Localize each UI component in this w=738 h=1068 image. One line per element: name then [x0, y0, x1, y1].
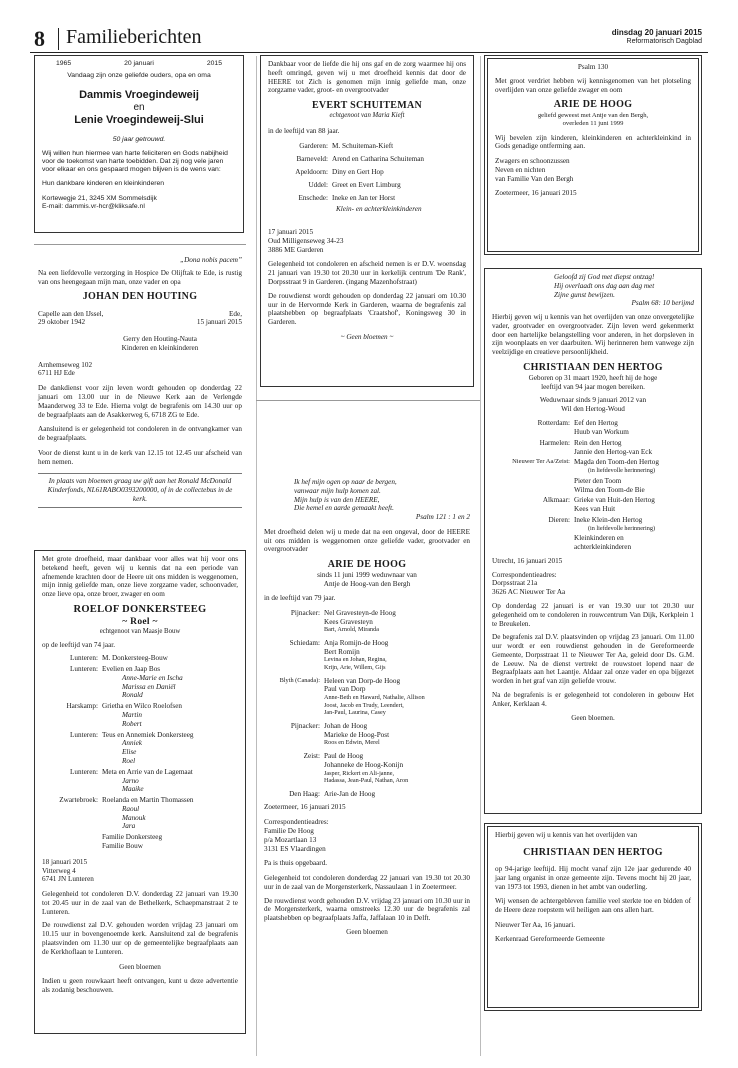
age: in de leeftijd van 79 jaar. — [264, 594, 336, 602]
condolence-info: Gelegenheid tot condoleren en afscheid nemen is er D.V. woensdag 21 januari van 19.30 tot 20.30 uur in kerkelijk centrum 'De Rank', Dorpsstraat 9 in Garderen. (ingang Mazenhofstraat) — [268, 260, 466, 286]
memorial-note: (in liefdevolle herinnering) — [588, 467, 656, 475]
header-divider — [58, 28, 59, 50]
intro: Met groot verdriet hebben wij kennisgenomen van het plotseling overlijden van onze geliefde zwager en oom — [495, 76, 691, 94]
obituary-hoog-family — [487, 58, 699, 252]
intro: Hierbij geven wij u kennis van het overlijden van — [495, 831, 638, 839]
deceased-name: ARIE DE HOOG — [327, 559, 407, 571]
grandchild: Martin — [122, 711, 142, 720]
grandchild: Elise — [122, 748, 137, 757]
family-members — [324, 752, 470, 785]
grandchild: Jara — [122, 822, 136, 831]
grandchild: Manouk — [122, 813, 146, 822]
verse-reference: Psalm 121 : 1 en 2 — [415, 513, 470, 522]
column-separator — [480, 56, 481, 1056]
obituary-schuiteman — [260, 55, 474, 387]
family-place — [492, 477, 574, 495]
family-place: Schiedam: — [289, 638, 320, 647]
intro: Met grote droefheid, maar dankbaar voor alles wat hij voor ons betekend heeft, geven wij u kennis dat na een periode van afnemende krachten door de Heere uit ons midden is weggenomen, mijn innig geliefde man, onze lieve zorgzame vader, schoonvader, onze lieve opa, onze broer, zwager en oom — [42, 555, 238, 599]
family-member: Anja Romijn-de Hoog — [324, 638, 389, 647]
family-members — [574, 534, 694, 552]
signature: Kerkenraad Gereformeerde Gemeente — [495, 934, 605, 943]
family-group — [42, 702, 238, 728]
date: Zoetermeer, 16 januari 2015 — [495, 188, 577, 197]
family-member: Eef den Hertog — [574, 419, 618, 428]
intro: Na een liefdevolle verzorging in Hospice De Olijftak te Ede, is rustig van ons heengegaan mijn man, onze vader en opa — [38, 268, 242, 286]
family-members — [102, 768, 238, 794]
age: op de leeftijd van 74 jaar. — [42, 640, 116, 649]
year-to: 2015 — [206, 60, 222, 67]
address-line: Familie De Hoog — [264, 827, 314, 835]
family-group — [42, 768, 238, 794]
flowers-note: Geen bloemen. — [571, 713, 615, 722]
family-member: Kees van Huit — [574, 505, 616, 514]
family-member: Huub van Workum — [574, 428, 629, 437]
birth-date: 29 oktober 1942 — [38, 318, 86, 327]
grandchildren-line: Jasper, Rickert en Ali-janne, — [324, 769, 395, 777]
family-group — [268, 168, 466, 177]
family-member: Arend en Catharina Schuiteman — [332, 155, 425, 164]
family-member: M. Donkersteeg-Bouw — [102, 654, 168, 663]
obituary-donkersteeg — [34, 550, 246, 1034]
anniversary-years: 50 jaar getrouwd. — [112, 135, 166, 143]
widower-note: sinds 11 juni 1999 weduwnaar van — [317, 571, 417, 580]
column-separator — [256, 56, 257, 1056]
family-member: Grietha en Wilco Roelofsen — [102, 702, 183, 711]
age: in de leeftijd van 88 jaar. — [268, 126, 340, 135]
obituary-houting — [34, 254, 246, 541]
family-list — [268, 142, 466, 202]
address-line: Arnhemseweg 102 — [38, 360, 93, 369]
family-group — [42, 731, 238, 766]
family-place: Lunteren: — [70, 730, 98, 739]
family-list — [264, 609, 470, 799]
address-line: Vitterweg 4 — [42, 866, 76, 875]
family-group — [42, 665, 238, 700]
obituary-hertog-church — [487, 826, 699, 1008]
memorial-note: (in liefdevolle herinnering) — [588, 524, 656, 532]
family-list — [492, 419, 694, 552]
family-group — [264, 790, 470, 799]
spouse: echtgenoot van Maria Kieft — [329, 112, 405, 120]
family-group — [268, 142, 466, 151]
family-place: Harskamp: — [66, 702, 98, 711]
date: 17 januari 2015 — [268, 228, 314, 237]
nickname: ~ Roel ~ — [122, 616, 158, 627]
death-date: 15 januari 2015 — [196, 318, 242, 327]
family-place — [42, 833, 102, 851]
service-info: De rouwdienst wordt gehouden op donderdag 22 januari om 10.30 uur in de Hervormde Kerk in Garderen, waarna de begrafenis zal plaatshebben op begraafplaats 'Craatshof', Koningsweg 30 in Garderen. — [268, 291, 466, 327]
grandchildren-line: Roos en Edwin, Merel — [324, 739, 380, 747]
condolence-info: Gelegenheid tot condoleren D.V. donderdag 22 januari van 19.30 tot 20.45 uur in de zaal van de Bethelkerk, Schaepmanstraat 2 te Lunteren. — [42, 890, 238, 916]
family-member: Nel Gravesteyn-de Hoog — [324, 608, 396, 617]
grandchildren-line: Bart, Arnold, Miranda — [324, 626, 379, 634]
family-group — [264, 752, 470, 785]
family-members — [324, 722, 470, 747]
family-member: Kees Gravesteyn — [324, 617, 373, 626]
verse — [264, 478, 470, 513]
family-group — [42, 833, 238, 851]
divider — [34, 244, 246, 245]
address-line: 6741 JN Lunteren — [42, 875, 94, 884]
service-info: De rouwdienst zal D.V. gehouden worden vrijdag 23 januari om 10.15 uur in bovengenoemde kerk. Aansluitend zal de begrafenis plaatsvinden om 11.30 uur op de gemeentelijke begraafplaats aan de Kerkhoflaan te Lunteren. — [42, 921, 238, 956]
condolence-info: Aansluitend is er gelegenheid tot condoleren in de ontvangkamer van de begraafplaats. — [38, 425, 242, 443]
family-place: Lunteren: — [70, 665, 98, 674]
note: Pa is thuis opgebaard. — [264, 859, 328, 868]
flowers-note: ~ Geen bloemen ~ — [340, 332, 394, 341]
gift-note: In plaats van bloemen graag uw gift aan het Ronald McDonald Kinderfonds, NL61RABO0393200000, of in de collectebus in de kerk. — [38, 473, 242, 507]
condolence-info: Gelegenheid tot condoleren donderdag 22 januari van 19.30 tot 20.30 uur in de zaal van de Morgensterkerk, Nassaulaan 1 in Zoetermeer. — [264, 874, 470, 891]
condolence-info: Op donderdag 22 januari is er van 19.30 uur tot 20.30 uur gelegenheid om te condoleren in rouwcentrum Van Dijk, Kerkplein 1 te Breukelen. — [492, 601, 694, 628]
family-member: Roelanda en Martin Thomassen — [102, 796, 194, 805]
anniversary-email: E-mail: dammis.vr-hcr@kliksafe.nl — [42, 203, 145, 211]
grandchildren: Klein- en achterkleinkinderen — [336, 205, 422, 214]
grandchild: Anniek — [122, 739, 142, 748]
grandchild: Roel — [122, 756, 136, 765]
address-line: p/a Mozartlaan 13 — [264, 835, 317, 844]
family-group — [492, 458, 694, 474]
family-member: Ineke en Jan ter Horst — [332, 193, 396, 202]
address-line: Oud Milligenseweg 34-23 — [268, 236, 344, 245]
date: Zoetermeer, 16 januari 2015 — [264, 803, 346, 812]
family-member: Ineke Klein-den Hertog — [574, 515, 643, 524]
correspondence-label: Correspondentieadres: — [264, 818, 329, 827]
family-member: Paul van Dorp — [324, 685, 366, 694]
message: op 94-jarige leeftijd. Hij mocht vanaf zijn 12e jaar gedurende 40 jaar lang organist in onze gemeente zijn. Tevens mocht hij 20 jaar, van 1973 tot 1993, dienen in het ambt van ouderling. — [495, 864, 691, 891]
grandchildren-line: Hadassa, Jean-Paul, Nathan, Aron — [324, 777, 409, 785]
family-member: Evelien en Jaap Bos — [102, 665, 161, 674]
birth-line: Geboren op 31 maart 1920, heeft hij de hoge — [528, 374, 658, 383]
service-info: De begrafenis zal D.V. plaatsvinden op vrijdag 23 januari. Om 11.00 uur wordt er een rouwdienst gehouden in de Gereformeerde Gemeente, Dorpsstraat 11 te Nieuwer Ter Aa, geleid door Ds. G.M. de Leeuw. Na de dienst vertrekt de rouwstoet lopend naar de Begraafplaats aan het Laantje. Aldaar zal onze vader en opa bijgezet worden in het graf van zijn geliefde vrouw. — [492, 633, 694, 686]
deceased-name: CHRISTIAAN DEN HERTOG — [523, 846, 663, 858]
family-member: Bert Romijn — [324, 647, 360, 656]
family-place: Pijnacker: — [290, 608, 320, 617]
family-line: Kinderen en kleinkinderen — [121, 343, 199, 352]
signature-line: van Familie Van den Bergh — [495, 174, 574, 183]
verse-reference: Psalm 68: 10 berijmd — [631, 299, 694, 308]
family-group — [492, 534, 694, 552]
family-member: Kleinkinderen en — [574, 534, 624, 543]
family-place: Rotterdam: — [537, 419, 570, 428]
obituary-hoog — [260, 476, 474, 1044]
family-member: achterkleinkinderen — [574, 543, 632, 552]
section-title: Familieberichten — [66, 26, 202, 48]
verse-line: Zijne gunst bewijzen. — [554, 290, 615, 299]
family-place: Den Haag: — [289, 789, 320, 798]
service-info: De rouwdienst wordt gehouden D.V. vrijdag 23 januari om 10.30 uur in de Morgensterkerk, waarna omstreeks 12.30 uur de begrafenis zal plaatshebben op begraafplaats Jaffa, Jaffalaan 10 in Delft. — [264, 896, 470, 923]
family-members — [102, 796, 238, 831]
family-member: Paul de Hoog — [324, 751, 364, 760]
family-group — [268, 181, 466, 190]
couple-en: en — [133, 101, 145, 113]
death-place: Ede, — [229, 309, 242, 318]
family-place: Zeist: — [303, 751, 320, 760]
deceased-name: JOHAN DEN HOUTING — [82, 291, 198, 303]
flowers-note: Geen bloemen — [119, 962, 161, 971]
signature-line: Zwagers en schoonzussen — [495, 157, 570, 166]
widower-line: Weduwnaar sinds 9 januari 2012 van — [539, 395, 647, 404]
spouse-line: geliefd geweest met Antje van den Bergh, — [537, 111, 649, 119]
family-place: Garderen: — [299, 142, 328, 151]
family-group — [42, 654, 238, 663]
family-members — [324, 677, 470, 717]
verse-line: Mijn hulp is van den HEERE, — [294, 495, 380, 504]
grandchild: Robert — [122, 719, 142, 728]
verse-line: Geloofd zij God met diepst ontzag! — [554, 273, 655, 281]
family-members — [574, 419, 694, 437]
deceased-name: CHRISTIAAN DEN HERTOG — [523, 362, 663, 374]
family-place: Blyth (Canada): — [279, 676, 320, 684]
family-members — [574, 516, 694, 532]
grandchildren-line: Jan-Paul, Laurina, Casey — [324, 709, 386, 717]
psalm-reference: Psalm 130 — [577, 63, 609, 71]
service-info: De dankdienst voor zijn leven wordt gehouden op donderdag 22 januari om 13.00 uur in de Nieuwe Kerk aan de Verlengde Maanderweg 33 te Ede. Hierna volgt de begrafenis om 14.30 uur op de begraafplaats aan de Asakkerweg 6, 6718 ZG te Ede. — [38, 384, 242, 419]
verse-line: Ik hef mijn ogen op naar de bergen, — [294, 478, 397, 486]
intro: Dankbaar voor de liefde die hij ons gaf en de zorg waarmee hij ons heeft omringd, geven wij u met droefheid kennis dat door de HEERE tot Zich is genomen mijn innig geliefde man, onze zorgzame vader, groot- en overgrootvader — [268, 60, 466, 95]
family-place: Dieren: — [548, 515, 570, 524]
intro: Hierbij geven wij u kennis van het overlijden van onze onvergetelijke vader, grootvader en overgrootvader. Zijn leven werd gekenmerkt door een hartelijke belangstelling voor anderen, in het dorpsleven in zijn woonplaats en ver daarbuiten. Wij herinneren hem vanwege zijn veelzijdige en creatieve persoonlijkheid. — [492, 313, 694, 357]
family-place: Alkmaar: — [542, 496, 570, 505]
family-group — [492, 496, 694, 514]
spouse-line: overleden 11 juni 1999 — [562, 119, 624, 127]
verse — [492, 273, 694, 299]
spouse: Antje de Hoog-van den Bergh — [323, 580, 411, 589]
grandchildren-line: Krijn, Arie, Willem, Gijs — [324, 664, 386, 672]
obituary-hertog — [484, 268, 702, 814]
grandchild: Marissa en Daniël — [122, 682, 176, 691]
deceased-name: EVERT SCHUITEMAN — [311, 100, 423, 112]
family-members — [324, 790, 470, 799]
anniversary-date: 20 januari — [124, 60, 154, 67]
family-member: Wilma den Toom-de Bie — [574, 485, 645, 494]
family-members — [574, 439, 694, 457]
family-members — [102, 833, 238, 851]
grandchildren-line: Anne-Beth en Haward, Nathalie, Allison — [324, 694, 425, 702]
family-members — [102, 665, 238, 700]
family-group — [264, 609, 470, 634]
family-place: Uddel: — [308, 180, 328, 189]
family-place: Barneveld: — [296, 155, 328, 164]
family-list — [42, 654, 238, 850]
family-members — [102, 654, 238, 663]
family-place: Nieuwer Ter Aa/Zeist: — [512, 458, 570, 466]
widower-line: Wil den Hertog-Woud — [561, 404, 625, 413]
family-place: Lunteren: — [70, 654, 98, 663]
signature-line: Neven en nichten — [495, 165, 546, 174]
header-rule — [30, 52, 708, 53]
anniversary-intro: Vandaag zijn onze geliefde ouders, opa en oma — [67, 72, 211, 80]
family-member: Familie Bouw — [102, 841, 143, 850]
date: 18 januari 2015 — [42, 857, 88, 866]
newspaper-name: Reformatorisch Dagblad — [626, 38, 702, 45]
verse-line: vanwaar mijn hulp komen zal. — [294, 486, 381, 495]
footer-note: Indien u geen rouwkaart heeft ontvangen, kunt u deze advertentie als zodanig beschouwen. — [42, 977, 238, 995]
family-member: Jannie den Hertog-van Eck — [574, 447, 653, 456]
family-group — [492, 439, 694, 457]
family-members — [574, 458, 694, 474]
address-line: Dorpsstraat 21a — [492, 579, 538, 588]
couple-name-1: Dammis Vroegindeweij — [79, 88, 199, 101]
birth-place: Capelle aan den IJssel, — [38, 309, 104, 318]
family-member: Rein den Hertog — [574, 438, 622, 447]
family-group — [42, 796, 238, 831]
family-member: Teus en Annemiek Donkersteeg — [102, 730, 194, 739]
family-group — [492, 419, 694, 437]
year-from: 1965 — [56, 60, 72, 67]
divider — [256, 400, 480, 401]
family-members — [324, 639, 470, 672]
family-member: Grieke van Huit-den Hertog — [574, 496, 655, 505]
family-place: Enschede: — [298, 193, 328, 202]
family-member: Arie-Jan de Hoog — [324, 789, 376, 798]
grandchild: Ronald — [122, 691, 143, 700]
family-members — [102, 702, 238, 728]
family-place — [492, 534, 574, 552]
family-members — [102, 731, 238, 766]
correspondence-label: Correspondentieadres: — [492, 570, 557, 579]
after-service-info: Na de begrafenis is er gelegenheid tot condoleren in gebouw Het Anker, Kerklaan 4. — [492, 691, 694, 708]
grandchildren-line: Levina en Johan, Regina, — [324, 656, 387, 664]
flowers-note: Geen bloemen — [346, 928, 388, 937]
anniversary-address: Kortewegje 21, 3245 XM Sommelsdijk — [42, 194, 157, 202]
address-line: 3131 ES Vlaardingen — [264, 844, 326, 853]
family-member: Greet en Evert Limburg — [332, 180, 401, 189]
grandchild: Anne-Marie en Ischa — [122, 673, 183, 682]
anniversary-from: Hun dankbare kinderen en kleinkinderen — [42, 179, 165, 187]
family-members — [574, 477, 694, 495]
family-line: Gerry den Houting-Nauta — [123, 335, 197, 344]
family-place: Apeldoorn: — [295, 167, 328, 176]
issue-date: dinsdag 20 januari 2015 — [611, 28, 702, 37]
deceased-name: ROELOF DONKERSTEEG — [73, 603, 207, 615]
message: Wij wensen de achtergebleven familie veel sterkte toe en bidden of de Heere deze roepstem wil heiligen aan ons allen hart. — [495, 897, 691, 915]
family-members — [574, 496, 694, 514]
family-member: Meta en Arrie van de Lagemaat — [102, 767, 193, 776]
grandchild: Maaike — [122, 785, 144, 794]
anniversary-text: Wij willen hun hiermee van harte feliciteren en Gods nabijheid voor de toekomst van harte toebidden. Dat zij nog vele jaren voor elkaar en ons gespaard mogen blijven is de wens van: — [42, 149, 228, 174]
address-line: 3626 AC Nieuwer Ter Aa — [492, 588, 566, 597]
spouse: echtgenoot van Maasje Bouw — [99, 628, 181, 636]
family-member: Johanneke de Hoog-Konijn — [324, 760, 404, 769]
family-member: Familie Donkersteeg — [102, 833, 163, 842]
family-group — [492, 516, 694, 532]
grandchildren-line: Joost, Jacob en Trudy, Leendert, — [324, 701, 404, 709]
date: Utrecht, 16 januari 2015 — [492, 556, 563, 565]
address-line: 3886 ME Garderen — [268, 245, 324, 254]
family-member: Diny en Gert Hop — [332, 167, 384, 176]
birth-line: leeftijd van 94 jaar mogen bereiken. — [541, 383, 645, 391]
family-member: M. Schuiteman-Kieft — [332, 142, 394, 151]
verse-line: Die hemel en aarde gemaakt heeft. — [294, 504, 394, 513]
family-member: Johan de Hoog — [324, 721, 368, 730]
grandchild: Raoul — [122, 804, 140, 813]
intro: Met droefheid delen wij u mede dat na een ongeval, door de HEERE uit ons midden is weggenomen onze geliefde vader, grootvader en overgrootvader — [264, 527, 470, 554]
family-member: Heleen van Dorp-de Hoog — [324, 676, 401, 685]
family-place: Zwartebroek: — [59, 796, 98, 805]
page-number: 8 — [34, 26, 45, 51]
date: Nieuwer Ter Aa, 16 januari. — [495, 920, 575, 929]
family-group — [264, 722, 470, 747]
family-group — [268, 155, 466, 164]
verse-line: Hij overlaadt ons dag aan dag met — [554, 281, 655, 290]
address-line: 6711 HJ Ede — [38, 369, 75, 378]
family-member: Marieke de Hoog-Post — [324, 730, 390, 739]
family-place: Harmelen: — [539, 438, 570, 447]
family-group — [264, 677, 470, 717]
motto: „Dona nobis pacem” — [180, 256, 242, 264]
family-group — [492, 477, 694, 495]
family-group — [268, 194, 466, 203]
family-member: Magda den Toom-den Hertog — [574, 458, 659, 467]
family-member: Pieter den Toom — [574, 476, 622, 485]
grandchild: Jarno — [122, 776, 139, 785]
deceased-name: ARIE DE HOOG — [553, 99, 633, 111]
family-place: Pijnacker: — [290, 721, 320, 730]
family-members — [324, 609, 470, 634]
family-group — [264, 639, 470, 672]
anniversary-notice — [34, 55, 244, 233]
message: Wij bevelen zijn kinderen, kleinkinderen en achterkleinkind in Gods genadige ontferming aan. — [495, 133, 691, 151]
farewell-info: Voor de dienst kunt u in de kerk van 12.15 tot 12.45 uur afscheid van hem nemen. — [38, 448, 242, 466]
family-place: Lunteren: — [70, 767, 98, 776]
couple-name-2: Lenie Vroegindeweij-Slui — [74, 114, 204, 127]
